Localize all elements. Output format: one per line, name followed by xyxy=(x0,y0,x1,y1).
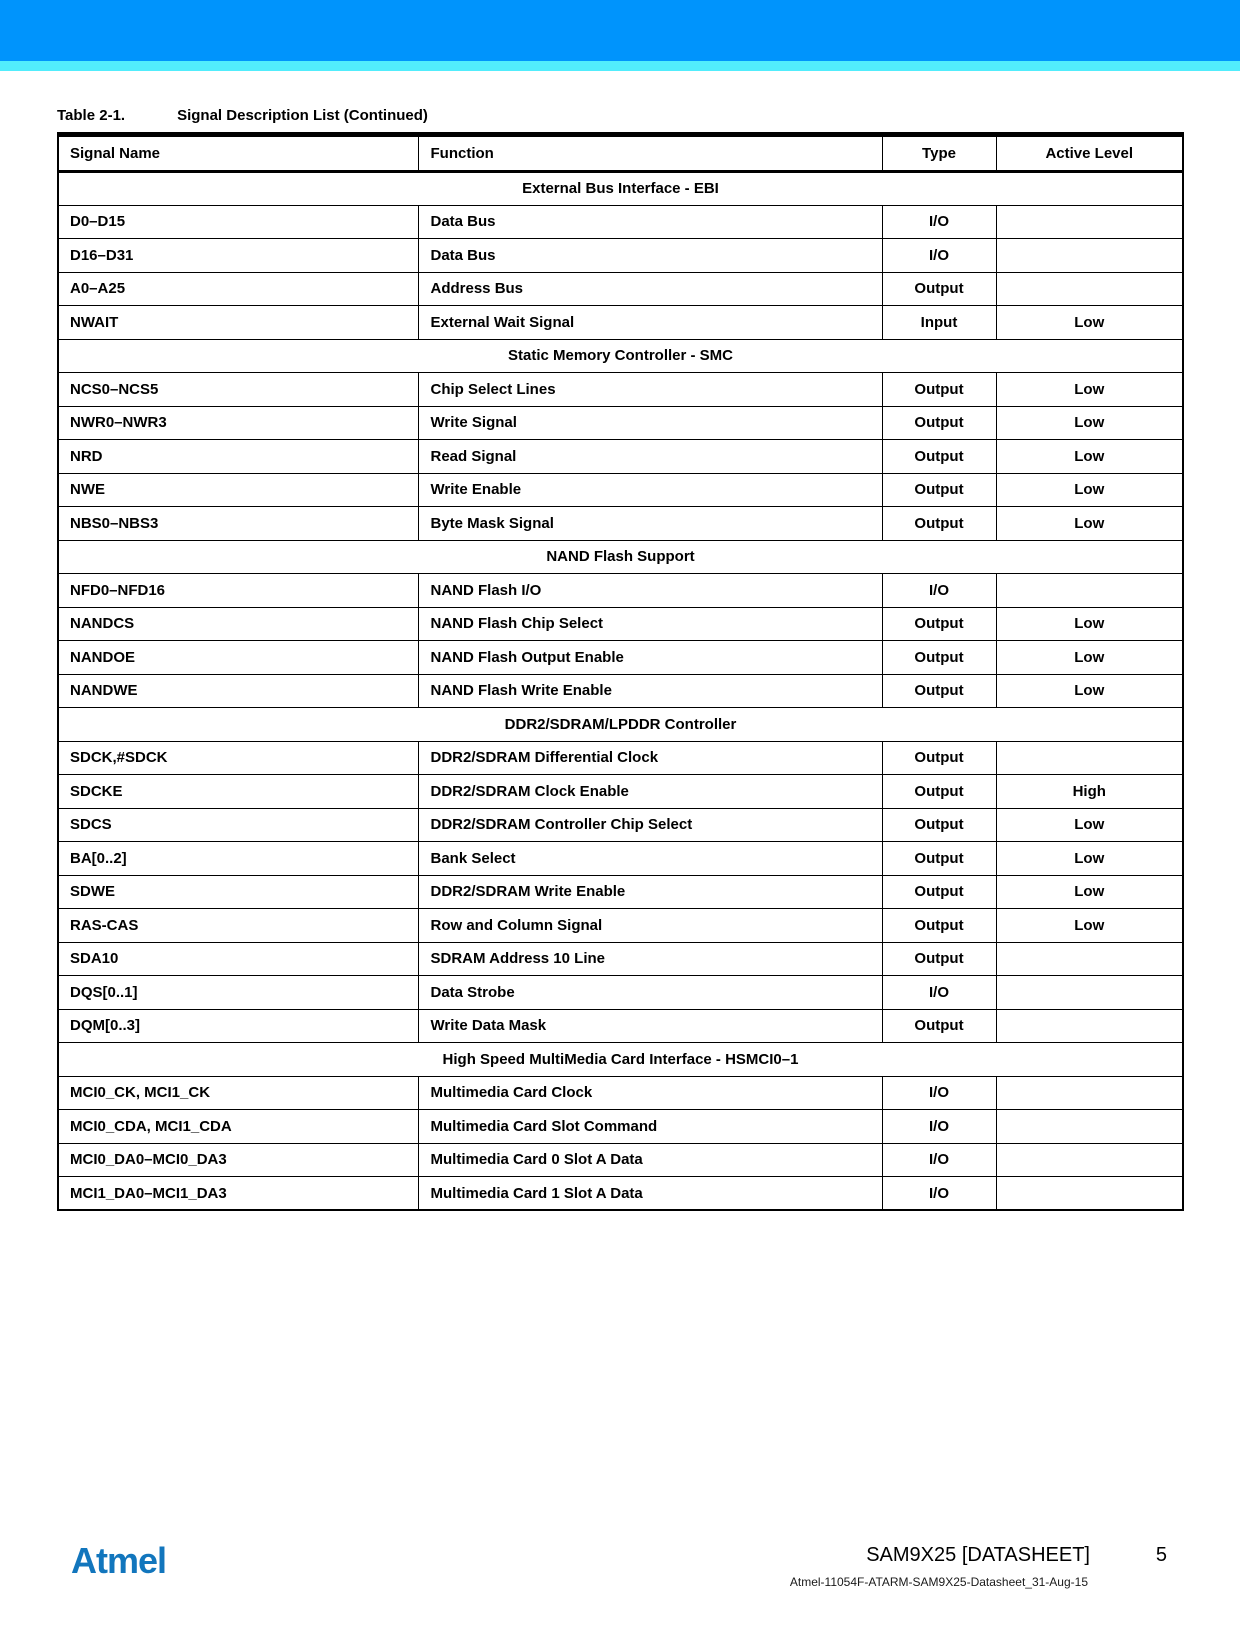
type-cell: Output xyxy=(882,842,996,876)
function-cell: Byte Mask Signal xyxy=(418,507,882,541)
active-level-cell xyxy=(996,976,1183,1010)
table-row xyxy=(58,272,1183,306)
function-cell: Write Data Mask xyxy=(418,1009,882,1043)
section-row xyxy=(58,172,1183,206)
active-level-cell xyxy=(996,1110,1183,1144)
active-level-cell xyxy=(996,205,1183,239)
signal-name-cell: NCS0–NCS5 xyxy=(58,373,418,407)
table-row xyxy=(58,641,1183,675)
table-row xyxy=(58,239,1183,273)
table-row xyxy=(58,1009,1183,1043)
function-cell: Write Enable xyxy=(418,473,882,507)
active-level-cell: Low xyxy=(996,440,1183,474)
active-level-cell xyxy=(996,942,1183,976)
table-row xyxy=(58,406,1183,440)
active-level-cell: Low xyxy=(996,507,1183,541)
active-level-cell: Low xyxy=(996,808,1183,842)
function-cell: NAND Flash Write Enable xyxy=(418,674,882,708)
type-cell: Output xyxy=(882,741,996,775)
section-title: Static Memory Controller - SMC xyxy=(58,339,1183,373)
function-cell: NAND Flash Chip Select xyxy=(418,607,882,641)
function-cell: Data Bus xyxy=(418,205,882,239)
signal-name-cell: SDCK,#SDCK xyxy=(58,741,418,775)
type-cell: I/O xyxy=(882,205,996,239)
active-level-cell: Low xyxy=(996,373,1183,407)
table-row xyxy=(58,674,1183,708)
type-cell: Output xyxy=(882,440,996,474)
column-header-active-level: Active Level xyxy=(996,135,1183,172)
table-caption xyxy=(57,107,428,124)
table-row xyxy=(58,440,1183,474)
table-row xyxy=(58,507,1183,541)
type-cell: I/O xyxy=(882,239,996,273)
function-cell: Read Signal xyxy=(418,440,882,474)
signal-name-cell: MCI0_CK, MCI1_CK xyxy=(58,1076,418,1110)
active-level-cell: Low xyxy=(996,842,1183,876)
signal-name-cell: DQM[0..3] xyxy=(58,1009,418,1043)
type-cell: I/O xyxy=(882,1143,996,1177)
signal-name-cell: NRD xyxy=(58,440,418,474)
signal-name-cell: D16–D31 xyxy=(58,239,418,273)
section-row xyxy=(58,339,1183,373)
signal-name-cell: RAS-CAS xyxy=(58,909,418,943)
signal-name-cell: SDWE xyxy=(58,875,418,909)
function-cell: NAND Flash I/O xyxy=(418,574,882,608)
function-cell: DDR2/SDRAM Clock Enable xyxy=(418,775,882,809)
signal-name-cell: BA[0..2] xyxy=(58,842,418,876)
active-level-cell: Low xyxy=(996,306,1183,340)
table-row xyxy=(58,775,1183,809)
section-title: DDR2/SDRAM/LPDDR Controller xyxy=(58,708,1183,742)
active-level-cell: Low xyxy=(996,641,1183,675)
type-cell: Output xyxy=(882,406,996,440)
active-level-cell xyxy=(996,272,1183,306)
atmel-logo: Atmel xyxy=(71,1540,167,1581)
table-row xyxy=(58,607,1183,641)
signal-name-cell: MCI1_DA0–MCI1_DA3 xyxy=(58,1177,418,1211)
type-cell: I/O xyxy=(882,1076,996,1110)
signal-name-cell: NBS0–NBS3 xyxy=(58,507,418,541)
function-cell: Address Bus xyxy=(418,272,882,306)
type-cell: Input xyxy=(882,306,996,340)
signal-name-cell: NWAIT xyxy=(58,306,418,340)
function-cell: Multimedia Card 1 Slot A Data xyxy=(418,1177,882,1211)
signal-name-cell: SDA10 xyxy=(58,942,418,976)
table-row xyxy=(58,1143,1183,1177)
table-row xyxy=(58,741,1183,775)
function-cell: Data Bus xyxy=(418,239,882,273)
type-cell: I/O xyxy=(882,1177,996,1211)
signal-name-cell: A0–A25 xyxy=(58,272,418,306)
footer-page-number: 5 xyxy=(1155,1544,1167,1566)
active-level-cell: Low xyxy=(996,674,1183,708)
function-cell: Multimedia Card 0 Slot A Data xyxy=(418,1143,882,1177)
function-cell: Chip Select Lines xyxy=(418,373,882,407)
table-row xyxy=(58,1177,1183,1211)
signal-name-cell: NANDWE xyxy=(58,674,418,708)
function-cell: Row and Column Signal xyxy=(418,909,882,943)
type-cell: Output xyxy=(882,607,996,641)
type-cell: Output xyxy=(882,875,996,909)
function-cell: External Wait Signal xyxy=(418,306,882,340)
active-level-cell: Low xyxy=(996,473,1183,507)
table-row xyxy=(58,205,1183,239)
column-header-signal-name: Signal Name xyxy=(58,135,418,172)
signal-name-cell: NANDOE xyxy=(58,641,418,675)
table-row xyxy=(58,306,1183,340)
type-cell: I/O xyxy=(882,976,996,1010)
header-blue-bar xyxy=(0,0,1240,61)
function-cell: Bank Select xyxy=(418,842,882,876)
type-cell: Output xyxy=(882,373,996,407)
function-cell: SDRAM Address 10 Line xyxy=(418,942,882,976)
type-cell: Output xyxy=(882,272,996,306)
table-row xyxy=(58,473,1183,507)
active-level-cell: Low xyxy=(996,607,1183,641)
table-row xyxy=(58,842,1183,876)
type-cell: I/O xyxy=(882,1110,996,1144)
signal-name-cell: SDCKE xyxy=(58,775,418,809)
signal-name-cell: NWR0–NWR3 xyxy=(58,406,418,440)
function-cell: NAND Flash Output Enable xyxy=(418,641,882,675)
table-row xyxy=(58,976,1183,1010)
type-cell: Output xyxy=(882,1009,996,1043)
section-row xyxy=(58,1043,1183,1077)
section-row xyxy=(58,708,1183,742)
signal-name-cell: MCI0_DA0–MCI0_DA3 xyxy=(58,1143,418,1177)
type-cell: I/O xyxy=(882,574,996,608)
active-level-cell: Low xyxy=(996,875,1183,909)
footer-doc-title: SAM9X25 [DATASHEET] xyxy=(866,1544,1090,1566)
table-caption-label: Table 2-1. xyxy=(57,107,126,124)
type-cell: Output xyxy=(882,942,996,976)
footer-doc-id: Atmel-11054F-ATARM-SAM9X25-Datasheet_31-Aug-15 xyxy=(789,1575,1088,1589)
function-cell: DDR2/SDRAM Differential Clock xyxy=(418,741,882,775)
signal-description-table xyxy=(57,132,1184,1211)
active-level-cell xyxy=(996,239,1183,273)
table-caption-text: Signal Description List (Continued) xyxy=(177,107,428,124)
active-level-cell xyxy=(996,574,1183,608)
function-cell: Multimedia Card Slot Command xyxy=(418,1110,882,1144)
type-cell: Output xyxy=(882,641,996,675)
column-header-type: Type xyxy=(882,135,996,172)
type-cell: Output xyxy=(882,808,996,842)
table-row xyxy=(58,875,1183,909)
signal-name-cell: D0–D15 xyxy=(58,205,418,239)
type-cell: Output xyxy=(882,909,996,943)
function-cell: DDR2/SDRAM Controller Chip Select xyxy=(418,808,882,842)
section-row xyxy=(58,540,1183,574)
signal-name-cell: NFD0–NFD16 xyxy=(58,574,418,608)
table-row xyxy=(58,574,1183,608)
type-cell: Output xyxy=(882,507,996,541)
active-level-cell: High xyxy=(996,775,1183,809)
section-title: High Speed MultiMedia Card Interface - HSMCI0–1 xyxy=(58,1043,1183,1077)
active-level-cell: Low xyxy=(996,406,1183,440)
type-cell: Output xyxy=(882,775,996,809)
signal-name-cell: DQS[0..1] xyxy=(58,976,418,1010)
active-level-cell xyxy=(996,1177,1183,1211)
active-level-cell xyxy=(996,1143,1183,1177)
signal-name-cell: MCI0_CDA, MCI1_CDA xyxy=(58,1110,418,1144)
header-cyan-strip xyxy=(0,61,1240,71)
section-title: NAND Flash Support xyxy=(58,540,1183,574)
signal-name-cell: NWE xyxy=(58,473,418,507)
type-cell: Output xyxy=(882,674,996,708)
table-row xyxy=(58,1110,1183,1144)
active-level-cell xyxy=(996,1076,1183,1110)
section-title: External Bus Interface - EBI xyxy=(58,172,1183,206)
function-cell: DDR2/SDRAM Write Enable xyxy=(418,875,882,909)
table-row xyxy=(58,909,1183,943)
signal-name-cell: NANDCS xyxy=(58,607,418,641)
active-level-cell xyxy=(996,1009,1183,1043)
function-cell: Write Signal xyxy=(418,406,882,440)
signal-name-cell: SDCS xyxy=(58,808,418,842)
type-cell: Output xyxy=(882,473,996,507)
column-header-function: Function xyxy=(418,135,882,172)
table-row xyxy=(58,808,1183,842)
table-row xyxy=(58,942,1183,976)
active-level-cell xyxy=(996,741,1183,775)
function-cell: Data Strobe xyxy=(418,976,882,1010)
table-row xyxy=(58,1076,1183,1110)
table-row xyxy=(58,373,1183,407)
active-level-cell: Low xyxy=(996,909,1183,943)
function-cell: Multimedia Card Clock xyxy=(418,1076,882,1110)
table-header-row xyxy=(58,135,1183,172)
